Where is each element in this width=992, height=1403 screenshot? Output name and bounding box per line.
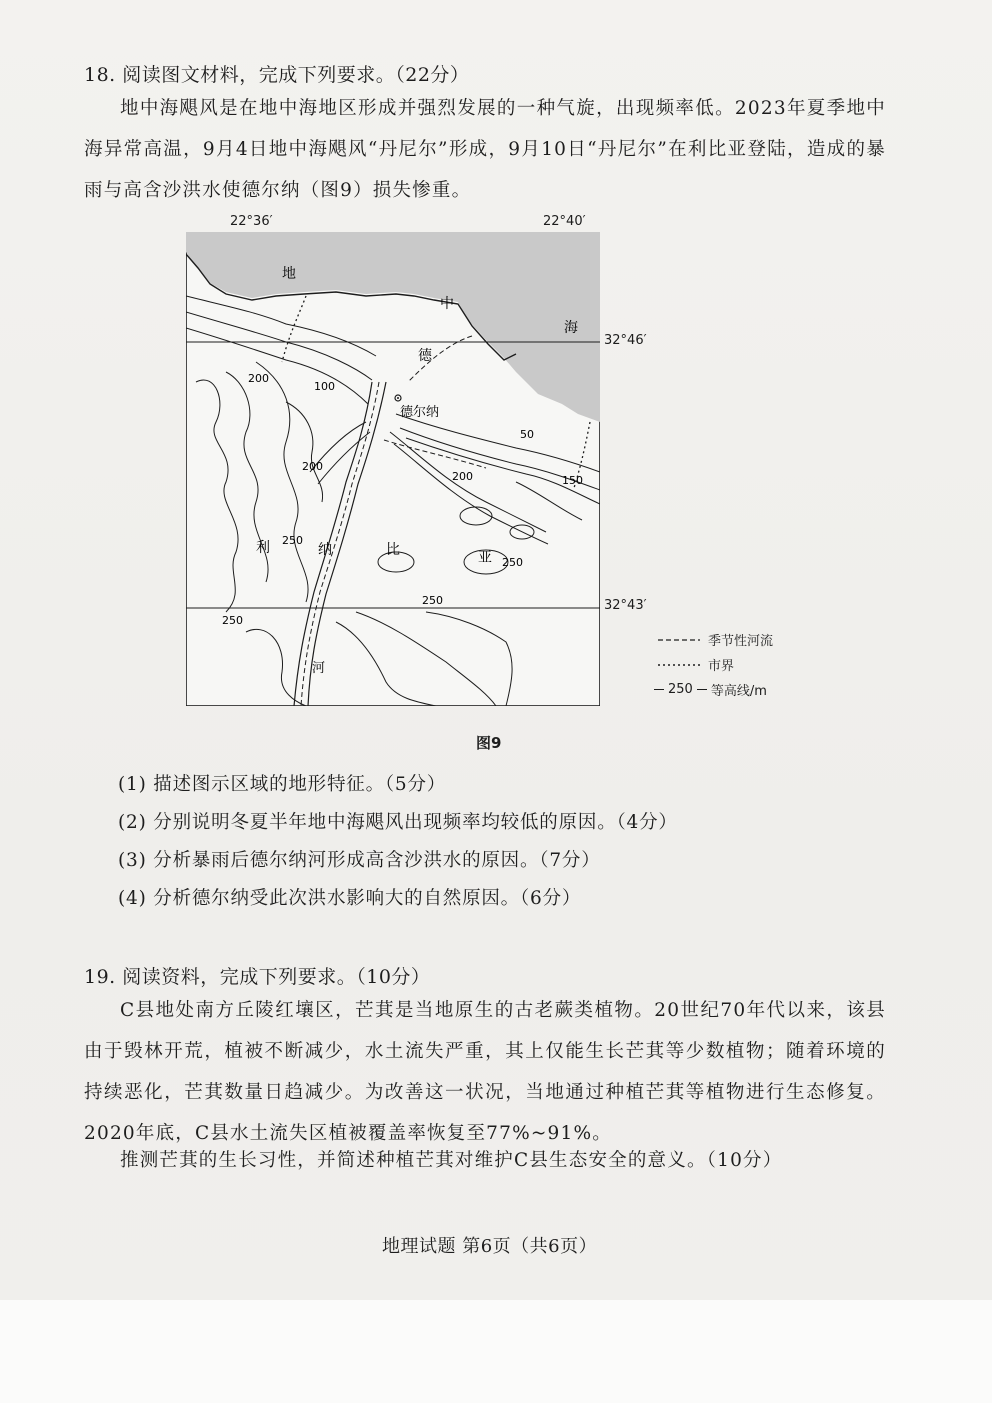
river-label: 河 <box>312 661 326 676</box>
coord-right-upper: 32°46′ <box>604 333 647 348</box>
q18-heading: 18. 阅读图文材料，完成下列要求。（22分） <box>84 64 470 86</box>
contour-label: 200 <box>302 460 323 473</box>
sub-question: (2) 分别说明冬夏半年地中海飓风出现频率均较低的原因。（4分） <box>118 812 678 833</box>
sub-question: (1) 描述图示区域的地形特征。（5分） <box>118 774 447 795</box>
contour-label: 200 <box>248 372 269 385</box>
legend-seasonal-river <box>658 630 773 649</box>
coord-top-right: 22°40′ <box>543 214 586 229</box>
contour-label: 250 <box>222 614 243 627</box>
sea-label: 海 <box>564 320 578 336</box>
contour-label: 250 <box>282 534 303 547</box>
city-label: 德尔纳 <box>400 405 440 420</box>
contour-label: 250 <box>422 594 443 607</box>
legend-contour <box>654 680 767 699</box>
region-label: 利 <box>256 540 270 556</box>
coord-right-lower: 32°43′ <box>604 598 647 613</box>
legend-city-boundary <box>658 655 734 674</box>
legend-label: 市界 <box>708 659 735 674</box>
q19-paragraph: C县地处南方丘陵红壤区，芒萁是当地原生的古老蕨类植物。20世纪70年代以来，该县由于毁林开荒，植被不断减少，水土流失严重，其上仅能生长芒萁等少数植物；随着环境的持续恶化，芒萁数量日趋减少。为改善这一状况，当地通过种植芒萁等植物进行生态修复。2020年底，C县水土流失区植被覆盖率恢复至77%~91%。 <box>84 1000 886 1144</box>
legend-label: 等高线/m <box>710 684 767 699</box>
page-footer: 地理试题 第6页（共6页） <box>382 1236 598 1257</box>
contour-label: 200 <box>452 470 473 483</box>
sea-label: 中 <box>440 296 454 312</box>
sea-label: 地 <box>282 266 296 282</box>
place-label-de: 德 <box>418 348 432 364</box>
contour-line-symbol <box>697 689 707 690</box>
region-label: 纳 <box>318 542 332 558</box>
legend-contour-sample: 250 <box>668 682 693 697</box>
region-label: 亚 <box>478 550 492 566</box>
city-boundary-symbol <box>658 661 700 669</box>
sub-question: (4) 分析德尔纳受此次洪水影响大的自然原因。（6分） <box>118 888 582 909</box>
contour-label: 100 <box>314 380 335 393</box>
seasonal-river-symbol <box>658 636 700 644</box>
q19-task: 推测芒萁的生长习性，并简述种植芒萁对维护C县生态安全的意义。（10分） <box>120 1150 783 1171</box>
contour-line-symbol <box>654 689 664 690</box>
legend-label: 季节性河流 <box>708 634 774 649</box>
contour-label: 150 <box>562 474 583 487</box>
q18-paragraph: 地中海飓风是在地中海地区形成并强烈发展的一种气旋，出现频率低。2023年夏季地中海异常高温，9月4日地中海飓风“丹尼尔”形成，9月10日“丹尼尔”在利比亚登陆，造成的暴雨与高含沙洪水使德尔纳（图9）损失惨重。 <box>84 98 886 201</box>
region-label: 比 <box>386 542 400 558</box>
contour-label: 250 <box>502 556 523 569</box>
q19-heading: 19. 阅读资料，完成下列要求。（10分） <box>84 966 431 988</box>
figure-9-map <box>186 232 600 706</box>
contour-label: 50 <box>520 428 534 441</box>
coord-top-left: 22°36′ <box>230 214 273 229</box>
sub-question: (3) 分析暴雨后德尔纳河形成高含沙洪水的原因。（7分） <box>118 850 601 871</box>
bottom-margin <box>0 1300 992 1403</box>
figure-caption: 图9 <box>476 734 502 752</box>
